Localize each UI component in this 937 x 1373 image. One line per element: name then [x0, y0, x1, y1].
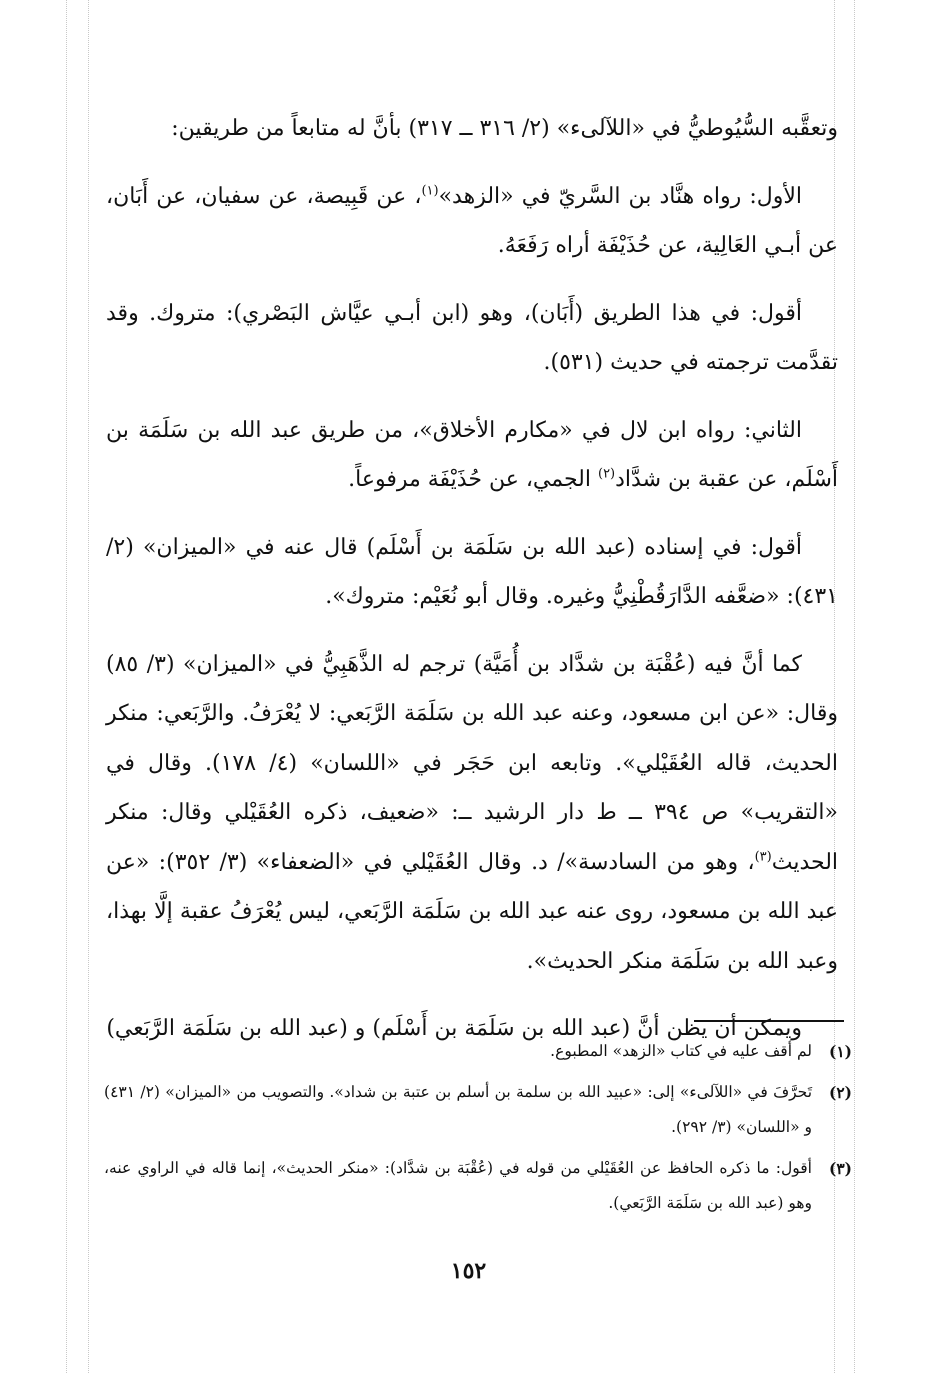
- paragraph-text: أقول: في هذا الطريق (أَبَان)، وهو (ابن أبـي عيَّاش البَصْري): متروك. وقد تقدَّمت ترجمته في حديث (٥٣١).: [106, 300, 838, 375]
- paragraph-text: وتعقَّبه السُّيُوطيُّ في «اللآلىء» (٢/ ٣١٦ ــ ٣١٧) بأنَّ له متابعاً من طريقين:: [171, 116, 838, 141]
- footnote-ref-1[interactable]: (١): [421, 183, 439, 199]
- paragraph-intro: [106, 104, 838, 154]
- footnotes: [104, 1034, 852, 1227]
- footnote-number: (٣): [828, 1159, 852, 1178]
- paragraph-second-route: [106, 406, 838, 505]
- paragraph-text: أقول: في إسناده (عبد الله بن سَلَمَة بن أَسْلَم) قال عنه في «الميزان» (٢/ ٤٣١): «ضعَّفه الدَّارَقُطْنِيُّ وغيره. وقال أبو نُعَيْم: متروك».: [106, 534, 838, 609]
- margin-guide-left-inner: [88, 0, 89, 1373]
- main-text: [106, 104, 838, 1072]
- paragraph-text: ويمكن أن يظن أنَّ (عبد الله بن سَلَمَة بن أَسْلَم) و (عبد الله بن سَلَمَة الرَّبَعي): [106, 1016, 802, 1041]
- footnote-1: [104, 1034, 852, 1069]
- paragraph-text: الجمي، عن حُذَيْفَة مرفوعاً.: [348, 467, 598, 492]
- paragraph-comment-aban: [106, 289, 838, 388]
- paragraph-first-route: [106, 172, 838, 271]
- footnote-2: [104, 1075, 852, 1145]
- paragraph-text: ، عن قَبِيصة، عن سفيان، عن أَبَان، عن أبـي العَالِية، عن حُذَيْفَة أراه رَفَعَهُ.: [106, 183, 838, 258]
- footnote-number: (٢): [828, 1083, 852, 1102]
- footnote-separator: [694, 1020, 844, 1022]
- paragraph-text: الثاني: رواه ابن لال في «مكارم الأخلاق»، من طريق عبد الله بن سَلَمَة بن أَسْلَم، عن عقبة بن شدَّاد: [106, 417, 838, 492]
- paragraph-comment-isnad: [106, 523, 838, 622]
- paragraph-text: كما أنَّ فيه (عُقْبَة بن شدَّاد بن أُمَيَّة) ترجم له الذَّهَبِيُّ في «الميزان» (٣/ ٨٥) وقال: «عن ابن مسعود، وعنه عبد الله بن سَلَمَة الرَّبَعي: لا يُعْرَفُ. والرَّبَعي: منكر الحديث، قاله العُقَيْلي». وتابعه ابن حَجَر في «اللسان» (٤/ ١٧٨). وقال في «التقريب» ص ٣٩٤ ــ ط دار الرشيد ــ: «ضعيف، ذكره العُقَيْلي وقال: منكر الحديث: [106, 651, 839, 875]
- paragraph-text: الأول: رواه هنَّاد بن السَّريّ في «الزهد»: [438, 183, 803, 209]
- footnote-number: (١): [828, 1042, 852, 1061]
- paragraph-text: ، وهو من السادسة»/ د. وقال العُقَيْلي في «الضعفاء» (٣/ ٣٥٢): «عن عبد الله بن مسعود، روى عنه عبد الله بن سَلَمَة الرَّبَعي، ليس يُعْرَفُ عقبة إلَّا بهذا، وعبد الله بن سَلَمَة منكر الحديث».: [106, 849, 838, 974]
- footnote-ref-3[interactable]: (٣): [754, 849, 772, 865]
- margin-guide-right-outer: [854, 0, 855, 1373]
- page-number: ١٥٢: [450, 1258, 487, 1284]
- footnote-text: أقول: ما ذكره الحافظ عن العُقَيْلي من قوله في (عُقْبَة بن شدَّاد): «منكر الحديث»، إنما قاله في الراوي عنه، وهو (عبد الله بن سَلَمَة الرَّبَعي).: [104, 1159, 812, 1212]
- footnote-ref-2[interactable]: (٢): [597, 466, 616, 482]
- margin-guide-left-outer: [66, 0, 67, 1373]
- footnote-text: لم أقف عليه في كتاب «الزهد» المطبوع.: [550, 1042, 812, 1060]
- footnote-3: [104, 1151, 852, 1221]
- paragraph-uqba: [106, 640, 838, 987]
- footnote-text: تَحرَّفَ في «اللآلىء» إلى: «عبيد الله بن سلمة بن أسلم بن عتبة بن شداد». والتصويب من «الميزان» (٢/ ٤٣١) و «اللسان» (٣/ ٢٩٢).: [104, 1083, 813, 1136]
